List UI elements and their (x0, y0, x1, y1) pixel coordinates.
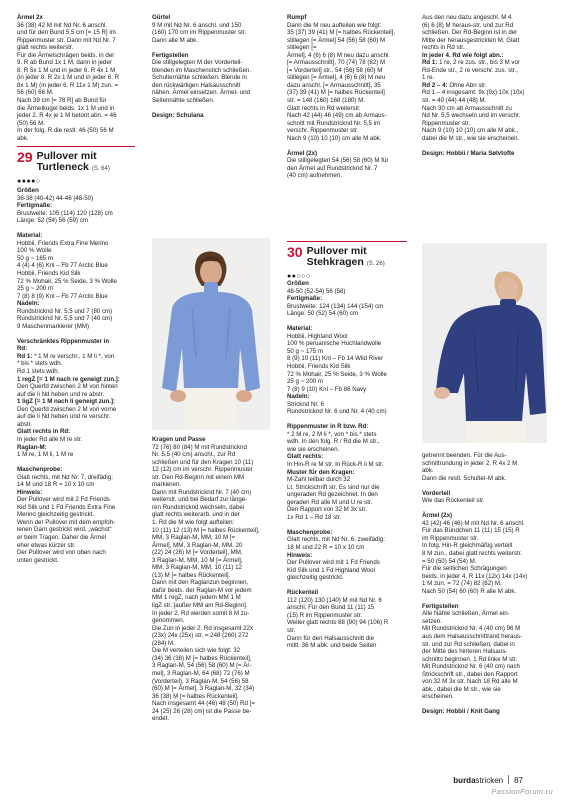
section-heading: Ärmel (2x) (287, 149, 318, 157)
text-line: [= Armausschnitt], 70 (74) 78 (82) M (287, 59, 386, 67)
section-heading: Glatt rechts: (287, 453, 324, 461)
text-line: stillegen [= Ärmel], 4 (6) 6 (8) M neu (287, 74, 386, 82)
text-line: wie sie erscheinen. (287, 445, 340, 453)
section-heading: Vorderteil (422, 489, 451, 497)
text-line: In jeder 2. Rd werden somit 8 M zu- (152, 609, 250, 617)
text-line: MM, 3 Raglan-M, MM, 10 M [= (152, 534, 236, 542)
text-line: Dann für den Halsausschnitt die (287, 634, 375, 642)
section-heading: Design: Hobbii / Knit Gang (422, 708, 500, 716)
text-line: Weiter glatt rechts 88 (90) 94 (106) R (287, 619, 389, 627)
text-line: Kid Silk und 1 Fd Highland Wool (287, 566, 375, 574)
text-line: Wenn der Pullover mit dem empfoh- (17, 518, 116, 526)
text-line: dafür beids. der Raglan-M vor jedem (152, 586, 252, 594)
col3-bottom (287, 280, 407, 650)
text-line: Rd-Ende str., 2 re verschr. zus. str., (422, 66, 518, 74)
difficulty-rating: ●●●●○ (17, 178, 41, 186)
text-line: Ärmel], MM, 3 Raglan-M, MM, 20 (152, 541, 243, 549)
text-line: Nach 9 (10) 10 (10) cm alle M abk., (422, 127, 519, 135)
text-line: dazu anschl. [= Armausschnitt], 35 (287, 81, 381, 89)
text-line: Für die Ärmelschrägen beids. in der (17, 51, 115, 59)
text-line: Glatt rechts, mit Nd Nr. 7, dreifädig: (17, 473, 113, 481)
section-heading: Rippenmuster in R bzw. Rd: (287, 423, 369, 431)
text-line: anschl. Für den Bund 11 (11) 15 (287, 604, 375, 612)
text-line: Glatt rechts in Rd weiterstr. (287, 104, 361, 112)
text-line: (160) 170 cm im Rippenmuster str. (152, 29, 247, 37)
text-line: der Mitte des hinteren Halsaus- (422, 648, 508, 656)
text-line: stillegen [= Ärmel] 54 (56) 58 (60) M stillegen [= (287, 36, 386, 52)
text-line: dabei die M str., wie sie erscheinen. (422, 134, 520, 142)
section-heading: Größen (17, 187, 39, 194)
section-heading: Design: Schulana (152, 112, 204, 120)
paragraph-gap (17, 225, 135, 233)
section-heading: Material: (17, 232, 43, 240)
col1-top (17, 14, 135, 142)
paragraph-gap (152, 105, 270, 113)
text-line: Der Pullover wird mit 2 Fd Friends (17, 496, 110, 504)
text-line: getrennt beenden. Für die Aus- (422, 452, 507, 459)
text-line: er beim Tragen. Daher die Ärmel (17, 534, 107, 542)
text-line: Nach 39 cm [= 78 R] ab Bund für (17, 97, 107, 105)
section-heading: Material: (287, 325, 313, 333)
text-line: Den Rapport von 32 M 3x str. (287, 506, 367, 514)
text-line: lenen Garn gestrickt wird, „wächst“ (17, 526, 112, 534)
text-line: auf die li Nd heben und re verschr. (17, 413, 111, 421)
paragraph-gap (287, 318, 407, 326)
text-line: 1. Rd die M wie folgt aufteilen: (152, 519, 235, 527)
text-line: 1x Rd 1 – Rd 18 str. (287, 513, 342, 521)
section-heading: Glatt rechts in Rd: (17, 428, 71, 436)
col3-top (287, 14, 407, 180)
text-line: MM, 3 Raglan-M, MM, 10 (11) 12 (152, 564, 242, 572)
text-line: blenden im Maschenstich schließen. (152, 66, 251, 74)
text-line: Den Querfd zwischen 2 M von hinten (17, 383, 118, 391)
section-heading: In jeder 4. Rd wie folgt abn.: (422, 51, 504, 59)
text-line: MM 1 regZ, nach jedem MM 1 M (152, 594, 241, 602)
text-line: Für das Bündchen 11 (11) 15 (15) R (422, 527, 520, 535)
col1-bottom (17, 187, 135, 564)
text-line: den rückwärtigen Halsausschnitt (152, 81, 241, 89)
section-heading: Rückenteil (287, 589, 319, 597)
text-line: 1 M zun. = 72 (74) 82 (82) M. (422, 580, 502, 588)
col2-top (152, 14, 270, 120)
model-illustration-30 (422, 243, 547, 443)
text-line: 42 (42) 46 (46) M mit Nd Nr. 6 anschl. (422, 519, 525, 527)
page-reference: (S. 64) (91, 166, 110, 173)
text-line: (34) 36 (38) M [= halbes Rückenteil], (152, 654, 252, 662)
text-line: Den Querfd zwischen 2 M von vorne (17, 405, 117, 413)
text-line: Rd 1: * 1 M re verschr., 1 M li *, von (17, 352, 115, 360)
section-heading: Fertigstellen (152, 51, 189, 59)
text-line: Mitte der herausgestrickten M. Glatt (422, 36, 520, 44)
section-heading: Verschränktes Rippenmuster in (17, 337, 110, 345)
text-line: Nach insgesamt 44 (46) 48 (50) Rd [= (152, 700, 255, 708)
section-heading: Muster für den Kragen: (287, 468, 355, 476)
text-line: im Rippenmuster str. (422, 534, 479, 542)
text-line: 72 % Mohair, 25 % Seide, 3 % Wolle (287, 370, 387, 378)
section-heading: Rd: (17, 345, 28, 353)
text-line: Hobbii, Friends Kid Silk (17, 269, 81, 277)
paragraph-gap (422, 505, 547, 513)
text-line: und für den Bund 5,5 cm [= 15 R] im (17, 29, 116, 37)
sweater-photo-29 (152, 238, 270, 430)
text-line: Dann alle M abk. (152, 36, 199, 44)
text-line: 24 (25) 26 (28) cm] ist die Passe be- (152, 707, 252, 715)
text-line: gleichzeitig gestrickt. (287, 574, 344, 582)
model-illustration-29 (152, 238, 270, 430)
magazine-subbrand: stricken (475, 776, 504, 785)
text-line: 25 g ~ 200 m (287, 378, 324, 386)
col4-top (422, 14, 547, 157)
section-heading: Kragen und Passe (152, 436, 206, 443)
text-line: 1 re. (422, 74, 435, 82)
text-line: Ärmel], 4 (6) 6 (8) M neu dazu anschl. (287, 51, 391, 59)
text-line: 9 M mit Nd Nr. 6 anschl. und 150 (152, 21, 242, 29)
text-line: abstr. (17, 420, 33, 428)
text-line: 72 (76) 80 (84) M mit Rundstricknd (152, 443, 247, 451)
text-line: = 50 (50) 54 (54) M. (422, 557, 477, 565)
text-line: Die stillgelegten M der Vorderteil- (152, 59, 243, 67)
text-line: 3 Raglan-M, 54 (56) 58 (60) M [= Är- (152, 662, 252, 670)
magazine-brand: burda (453, 776, 476, 785)
text-line: Rippenmuster str. (422, 119, 471, 127)
text-line: abk., dabei die M str., wie sie (422, 685, 501, 693)
text-line: markieren. (152, 481, 182, 489)
text-line: Kid Silk und 1 Fd Friends Extra Fine (17, 503, 116, 511)
text-line: (13) M [= halbes Rückenteil]. (152, 571, 231, 579)
text-line: 35 (37) 39 (41) M [= halbes Rückenteil], (287, 29, 396, 37)
text-line: mel], 3 Raglan-M, 64 (68) 72 (76) M (152, 669, 250, 677)
text-line: Der Pullover wird von oben nach (17, 549, 106, 557)
section-heading: Ärmel (2x) (422, 512, 453, 520)
text-line: In folg. Hin-R gleichmäßig verteilt (422, 542, 513, 550)
text-line: 25 g ~ 200 m (17, 285, 54, 293)
paragraph-gap (422, 595, 547, 603)
page-reference: (S. 26) (366, 261, 385, 268)
text-line: 36-38 (40-42) 44-46 (48-50) (17, 194, 94, 202)
paragraph-gap (422, 142, 547, 150)
text-line: 8. R 5x 1 M und in jeder 6. R 4x 1 M (17, 66, 116, 74)
text-line: Rd 1 – 4 insgesamt: 9x (9x) 10x (10x) (422, 89, 525, 97)
pattern-title-line2: Turtleneck (36, 161, 89, 174)
text-line: Merino gleichzeitig gestrickt. (17, 511, 95, 519)
section-heading: Nadeln: (287, 393, 310, 401)
text-line: 3 Raglan-M, MM, 10 M [= Ärmel], (152, 556, 243, 564)
page-number: 87 (514, 776, 523, 785)
section-heading: Fertigmaße: (17, 202, 53, 210)
text-line: Länge: 52 (54) 56 (59) cm (17, 217, 88, 225)
text-line: str. = 148 (160) 168 (180) M. (287, 97, 365, 105)
text-line: (50) 56 M. (17, 119, 45, 127)
section-heading: Raglan-M: (17, 443, 47, 451)
text-line: 14 M und 18 R = 10 x 10 cm (17, 481, 95, 489)
text-line: Die stillgelegten 54 (56) 58 (60) M für (287, 157, 389, 165)
text-line: str. Den Rd-Beginn mit einem MM (152, 473, 245, 481)
text-line: (23x) 24x (25x) str. = 248 (260) 272 (152, 632, 249, 640)
text-line: abk. (422, 467, 434, 475)
text-line: aus dem Halsausschnittrand heraus- (422, 632, 523, 640)
text-line: (15) R im Rippenmuster str. (287, 611, 363, 619)
text-line: Dann mit den Raglanzun beginnen, (152, 579, 249, 587)
text-line: 36 (38) 42 M mit Nd Nr. 6 anschl. (17, 21, 108, 29)
paragraph-gap (287, 521, 407, 529)
text-line: schließen und für den Kragen 10 (11) (152, 458, 254, 466)
text-line: Rippenmuster str. Dann mit Nd Nr. 7 (17, 36, 116, 44)
section-heading: Fertigstellen (422, 602, 459, 610)
text-line: 9. R ab Bund 1x 1 M, dann in jeder (17, 59, 112, 67)
section-heading: Maschenprobe: (17, 466, 63, 474)
text-line: In Hin-R re M str. In Rück-R li M str. (287, 461, 384, 469)
text-line: den Ärmel auf Rundstricknd Nr. 7 (287, 164, 378, 172)
text-line: Brustweite: 105 (114) 120 (128) cm (17, 209, 113, 217)
text-line: 8x 1 M) (in jeder 6. R 11x 1 M) zun. = (17, 81, 119, 89)
text-line: von 32 M 3x str. Nach 18 Rd alle M (422, 678, 518, 686)
text-line: Stricknd Nr. 6 (287, 400, 324, 408)
section-heading: 1 ligZ [= 1 M nach li geneigt zun.]: (17, 398, 116, 406)
text-line: nähen. Ärmel einsetzen. Ärmel- und (152, 89, 250, 97)
text-line: abk. (17, 134, 29, 142)
text-line: Nd Nr. 5,5 wechseln und im verschr. (422, 112, 521, 120)
page-footer (453, 775, 523, 785)
text-line: 4 (4) 4 (6) Knl – Fb 77 Arctic Blue (17, 262, 108, 270)
section-heading: Hinweis: (287, 551, 313, 559)
text-line: wdh. In den folg. R / Rd die M str., (287, 438, 380, 446)
text-lead: Rd 1: (17, 352, 33, 360)
sweater-photo-30 (422, 243, 547, 443)
text-line: die Ärmelkugel beids. 1x 1 M und in (17, 104, 115, 112)
text-line: schnittrundung in jeder 2. R 4x 2 M (422, 459, 518, 467)
text-line: ligZ str. [außer MM am Rd-Beginn]. (152, 602, 248, 610)
text-line: endet. (152, 715, 170, 723)
text-line: Rd 1 stets wdh. (17, 368, 60, 376)
text-line: Nach 42 (44) 46 (49) cm ab Armaus- (287, 112, 387, 120)
text-line: (Vorderteil), 3 Raglan-M, 54 (56) 58 (152, 677, 249, 685)
text-line: Aus den neu dazu angeschl. M 4 (422, 14, 512, 21)
section-heading: Gürtel (152, 14, 171, 21)
col4-bottom (422, 452, 547, 716)
paragraph-gap (17, 459, 135, 467)
text-line: Rundstricknd Nr. 5,5 und 7 (80 cm) (17, 307, 113, 315)
text-line: schnitts beginnen. 1 Rd linke M str. (422, 655, 518, 663)
section-heading: Hinweis: (17, 488, 43, 496)
paragraph-gap (287, 582, 407, 590)
text-line: 12 (12) cm im verschr. Rippenmuster (152, 466, 253, 474)
section-heading: Design: Hobbii / Maria Sølvtofte (422, 149, 515, 157)
text-line: Nr. 5,5 (40 cm) anschl., zur Rd (152, 451, 236, 459)
text-line: str. (287, 626, 296, 634)
text-line: Wie das Rückenteil str. (422, 497, 485, 505)
text-line: Lt. Strickschrift str. Es sind nur die (287, 483, 380, 491)
pattern-title-line2: Stehkragen (306, 256, 364, 269)
col2-bottom (152, 436, 270, 723)
text-line: eher etwas kürzer str. (17, 541, 76, 549)
text-line: Für die seitlichen Schrägungen (422, 565, 507, 573)
text-lead: Rd 1: (422, 59, 438, 67)
text-line: Rd 2 – 4: Ohne Abn str. (422, 81, 487, 89)
pattern-29-header (17, 146, 135, 185)
text-line: verschr. Rippenmuster str. (287, 127, 359, 135)
text-line: (6) 6 (8) M heraus-str. und zur Rd (422, 21, 514, 29)
text-line: setzen. (422, 617, 442, 625)
text-line: 50 g ~ 175 m (287, 347, 324, 355)
paragraph-gap (422, 701, 547, 709)
paragraph-gap (287, 142, 407, 150)
text-line: 100 % Wolle (17, 247, 52, 255)
text-line: schließen. Der Rd-Beginn ist in der (422, 29, 518, 37)
text-line: Brustweite: 124 (134) 144 (154) cm (287, 302, 384, 310)
text-line: 7 (8) 8 (9) Knl – Fb 77 Arctic Blue (17, 292, 108, 300)
text-line: rechts in Rd str. (422, 44, 465, 52)
text-line: geraden Rd alle M und U re str. (287, 498, 373, 506)
footer-separator (508, 775, 509, 784)
text-line: 112 (120) 130 (140) M mit Nd Nr. 6 (287, 596, 382, 604)
text-line: Hobbii, Friends Extra Fine Merino (17, 239, 109, 247)
text-line: [= Vorderteil] str., 54 (56) 58 (60) M (287, 66, 383, 74)
text-line: Rundstricknd Nr. 6 und Nr. 4 (40 cm) (287, 408, 387, 416)
text-line: glatt rechts weiterarb. und in der (152, 511, 240, 519)
text-line: ren Rundstricknd wechseln, dabei (152, 503, 245, 511)
text-line: 36 (38) M [= halbes Rückenteil]. (152, 692, 239, 700)
section-divider (17, 146, 135, 147)
text-line: 56 (60) 66 M. (17, 89, 54, 97)
text-line: Mit Rundstricknd Nr. 6 (40 cm) nach (422, 663, 520, 671)
text-line: (60) M [= Ärmel], 3 Raglan-M, 32 (34) (152, 685, 255, 693)
section-heading: Fertigmaße: (287, 295, 323, 303)
text-line: Die M verteilen sich wie folgt: 32 (152, 647, 241, 655)
text-line: Nach 50 (54) 60 (60) R alle M abk. (422, 587, 517, 595)
text-line: 8 (9) 10 (11) Knl – Fb 14 Wild River (287, 355, 384, 363)
text-line: Strickschrift str., dabei den Rapport (422, 670, 518, 678)
text-line: erscheinen. (422, 693, 454, 701)
text-line: Die Zun in jeder 2. Rd insgesamt 22x (152, 624, 254, 632)
text-line: Mit Rundstricknd Nr. 4 (40 cm) 96 M (422, 625, 521, 633)
text-line: Schulternähte schließen. Blende in (152, 74, 247, 82)
paragraph-gap (422, 482, 547, 490)
text-line: weiterstr. und bei Bedarf zur länge- (152, 496, 248, 504)
text-line: unten gestrickt. (17, 556, 59, 564)
difficulty-rating: ●●○○○ (287, 273, 311, 281)
text-line: 100 % peruanische Hochlandwolle (287, 340, 382, 348)
pattern-30-header (287, 241, 407, 280)
section-heading: Maschenprobe: (287, 528, 333, 536)
section-heading: Rumpf (287, 14, 307, 21)
text-line: (37) 39 (41) M [= halbes Rückenteil] (287, 89, 385, 97)
text-line: Nach 30 cm ab Armausschnitt zu (422, 104, 512, 112)
text-line: Dann mit Rundstricknd Nr. 7 (40 cm) (152, 488, 252, 496)
text-line: 9 Maschenmarkierer (MM) (17, 322, 89, 330)
text-line: Alle Nähte schließen, Ärmel ein- (422, 610, 510, 618)
text-line: schnitt mit Rundstricknd Nr. 5,5 im (287, 119, 381, 127)
text-line: glatt rechts weiterstr. (17, 44, 74, 52)
text-line: M-Zahl teilbar durch 32 (287, 476, 351, 484)
text-line: Dann die restl. Schulter-M abk. (422, 474, 507, 482)
text-line: auf die li Nd heben und re abstr. (17, 390, 105, 398)
text-line: * 2 M re, 2 M li *, von * bis * stets (287, 430, 377, 438)
text-line: (284) M. (152, 639, 175, 647)
text-line: Rundstricknd Nr. 5,5 und 7 (40 cm) (17, 315, 113, 323)
text-line: Hobbii, Highland Wool (287, 332, 348, 340)
pattern-number: 30 (287, 244, 303, 261)
paragraph-gap (287, 416, 407, 424)
text-line: 50 g ~ 165 m (17, 254, 54, 262)
text-line: str. und zur Rd schließen, dabei in (422, 640, 515, 648)
pattern-title-line1: Pullover mit (306, 245, 367, 258)
text-line: Glatt rechts, mit Nd Nr. 6, zweifädig: (287, 536, 385, 544)
text-line: (22) 24 (26) M [= Vorderteil], MM, (152, 549, 243, 557)
text-line: * bis * stets wdh. (17, 360, 63, 368)
section-heading: Ärmel 2x (17, 14, 43, 21)
text-line: Rd 1: 1 re, 2 re zus. str., bis 3 M vor (422, 59, 520, 67)
text-line: ungeraden Rd gezeichnet. In den (287, 491, 378, 499)
text-line: In jeder Rd alle M re str. (17, 435, 83, 443)
text-line: (in jeder 8. R 2x 1 M und in jeder 6. R (17, 74, 120, 82)
text-lead: Rd 2 – 4: (422, 81, 448, 89)
text-line: Seitennähte schließen. (152, 96, 215, 104)
section-heading: Nadeln: (17, 300, 40, 308)
section-divider (287, 241, 407, 242)
text-line: Länge: 50 (52) 54 (60) cm (287, 310, 358, 318)
text-line: (40 cm) aufnehmen. (287, 172, 342, 180)
pattern-title-line1: Pullover mit (36, 150, 97, 163)
text-line: 1 M re, 1 M li, 1 M re (17, 451, 74, 459)
text-line: str. = 40 (44) 44 (48) M. (422, 97, 487, 105)
text-line: 72 % Mohair, 25 % Seide, 3 % Wolle (17, 277, 117, 285)
text-line: 8 M zun., dabei glatt rechts weiterstr. (422, 550, 523, 558)
text-line: 7 (8) 9 (10) Knl – Fb 86 Navy (287, 385, 367, 393)
text-line: beids. in jeder 4. R 11x (12x) 14x (14x) (422, 572, 528, 580)
pattern-number: 29 (17, 149, 33, 166)
text-line: mittl. 36 M abk. und beide Seiten (287, 642, 377, 650)
watermark: PassionForum.ru (491, 787, 553, 796)
text-line: In der folg. R die restl. 46 (50) 56 M (17, 127, 114, 135)
text-line: Dann die M neu aufteilen wie folgt: (287, 21, 382, 29)
paragraph-gap (152, 44, 270, 52)
section-heading: Größen (287, 280, 309, 287)
text-line: 10 (11) 12 (13) M [= halbes Rückenteil], (152, 526, 260, 534)
section-heading: 1 regZ [= 1 M nach re geneigt zun.]: (17, 375, 120, 383)
text-line: Nach 9 (10) 10 (10) cm alle M abk. (287, 134, 382, 142)
text-line: Der Pullover wird mit 1 Fd Friends (287, 559, 380, 567)
text-line: jeder 2. R 4x je 1 M betont abn. = 46 (17, 112, 117, 120)
paragraph-gap (17, 330, 135, 338)
text-line: genommen. (152, 617, 185, 625)
text-line: Hobbii, Friends Kid Silk (287, 362, 351, 370)
text-line: 48-50 (52-54) 56 (58) (287, 287, 346, 295)
text-line: 18 M und 22 R = 10 x 10 cm (287, 544, 365, 551)
